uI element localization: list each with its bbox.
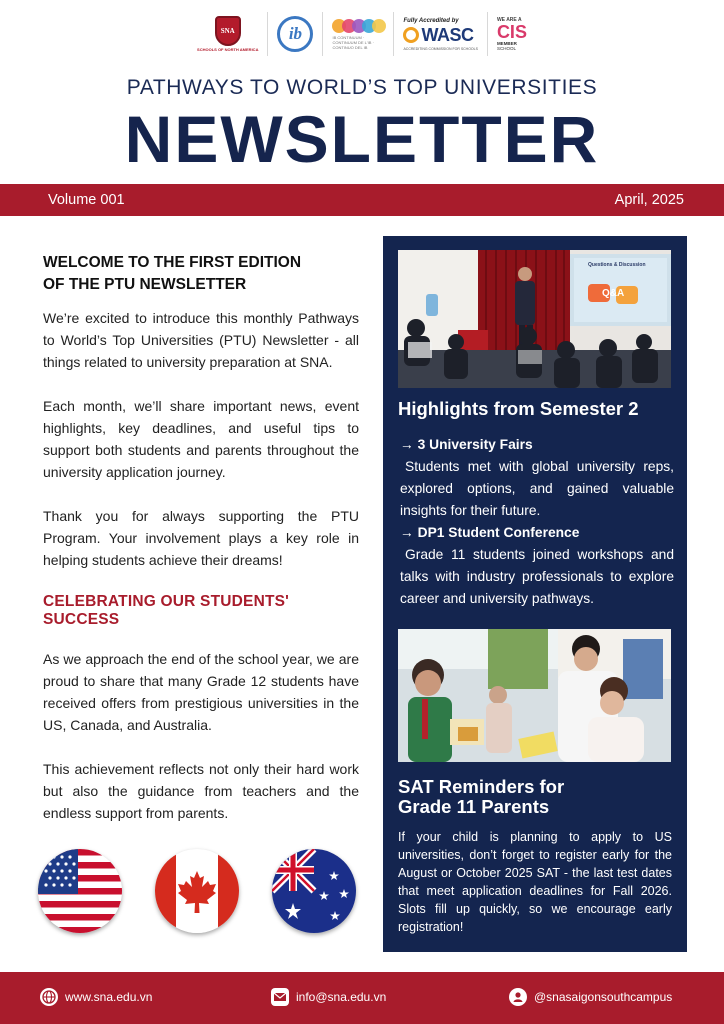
canada-flag-icon — [155, 849, 239, 933]
sat-reminder-text: If your child is planning to apply to US universities, don’t forget to register early for the August or October 2025 SAT - the last test dates that meet application deadlines for Fall 2026. Slots fill up quickly, so we encourage early registration! — [398, 830, 672, 934]
wasc-ring-icon — [403, 27, 419, 43]
email-text: info@sna.edu.vn — [296, 990, 387, 1004]
globe-icon — [40, 988, 58, 1006]
cis-sub1: MEMBER — [496, 41, 517, 46]
newsletter-pre-title: PATHWAYS TO WORLD’S TOP UNIVERSITIES — [126, 76, 598, 99]
cis-top-text: WE ARE A — [496, 17, 522, 23]
us-flag-icon — [38, 849, 122, 933]
highlight-item-fairs — [400, 434, 674, 522]
welcome-heading-line1: WELCOME TO THE FIRST EDITION — [43, 254, 302, 271]
welcome-heading — [43, 252, 359, 296]
ib-logo — [268, 12, 323, 56]
cis-logo — [488, 12, 536, 56]
sat-heading — [398, 777, 564, 817]
website-text: www.sna.edu.vn — [65, 990, 153, 1004]
sat-heading-line1: SAT Reminders for — [398, 776, 565, 797]
logo-strip — [0, 12, 724, 56]
highlight-item-conference-text: Grade 11 students joined workshops and talks with industry professionals to explore career and university pathways. — [400, 547, 674, 606]
sna-logo-subtext: SCHOOLS OF NORTH AMERICA — [197, 47, 259, 52]
wasc-word: WASC — [421, 24, 474, 45]
university-fair-photo — [398, 629, 671, 762]
ib-continuum-logo — [323, 12, 394, 56]
highlight-item-conference-title: → DP1 Student Conference — [400, 525, 580, 540]
wasc-sub-text: ACCREDITING COMMISSION FOR SCHOOLS — [403, 46, 478, 51]
sna-logo — [188, 12, 268, 56]
achievement-paragraph: This achievement reflects not only their hard work but also the guidance from teachers and the endless support from parents. — [43, 761, 359, 821]
website-link[interactable] — [40, 988, 152, 1006]
issue-date: April, 2025 — [614, 192, 684, 208]
highlights-panel — [383, 236, 687, 952]
highlight-item-conference — [400, 522, 674, 610]
social-link[interactable] — [509, 988, 672, 1006]
cis-sub2: SCHOOL — [496, 46, 516, 51]
australia-flag-icon — [272, 849, 356, 933]
left-column — [43, 252, 359, 824]
offers-paragraph: As we approach the end of the school year, we are proud to share that many Grade 12 students have received offers from prestigious universities in the US, Canada, and Australia. — [43, 651, 359, 733]
celebrate-heading: CELEBRATING OUR STUDENTS' SUCCESS — [43, 593, 290, 628]
cis-word: CIS — [496, 22, 527, 42]
email-link[interactable] — [271, 988, 386, 1006]
intro-paragraph: We’re excited to introduce this monthly Pathways to World’s Top Universities (PTU) Newsletter - all things related to university preparation at SNA. — [43, 310, 359, 370]
slide-qa-text: Q&A — [602, 288, 625, 299]
slide-caption-text: Questions & Discussion — [588, 262, 646, 268]
sna-crest-icon: SNA — [215, 16, 241, 46]
mail-icon — [271, 988, 289, 1006]
volume-date-band — [0, 184, 724, 216]
social-handle-text: @snasaigonsouthcampus — [534, 990, 673, 1004]
wasc-top-text: Fully Accredited by — [403, 17, 459, 24]
thanks-paragraph: Thank you for always supporting the PTU Program. Your involvement plays a key role in helping students achieve their dreams! — [43, 508, 359, 568]
user-icon — [509, 988, 527, 1006]
ib-logo-icon: ib — [277, 16, 313, 52]
welcome-heading-line2: OF THE PTU NEWSLETTER — [43, 276, 247, 293]
continuum-dots-icon — [332, 19, 382, 33]
continuum-text: IB CONTINUUM · CONTINUUM DE L'IB · CONTINUO DEL IB — [332, 34, 374, 50]
volume-label: Volume 001 — [48, 192, 125, 208]
sat-heading-line2: Grade 11 Parents — [398, 796, 550, 817]
highlight-item-fairs-text: Students met with global university reps, explored options, and gained valuable insights for their future. — [400, 459, 674, 518]
highlight-item-fairs-title: → 3 University Fairs — [400, 437, 533, 452]
wasc-logo — [394, 12, 487, 56]
monthly-paragraph: Each month, we’ll share important news, event highlights, key deadlines, and useful tips to support both students and parents throughout the university application journey. — [43, 398, 359, 480]
highlights-heading: Highlights from Semester 2 — [398, 398, 639, 419]
conference-photo — [398, 250, 671, 388]
contact-footer — [0, 972, 724, 1024]
newsletter-title: NEWSLETTER — [124, 102, 600, 176]
